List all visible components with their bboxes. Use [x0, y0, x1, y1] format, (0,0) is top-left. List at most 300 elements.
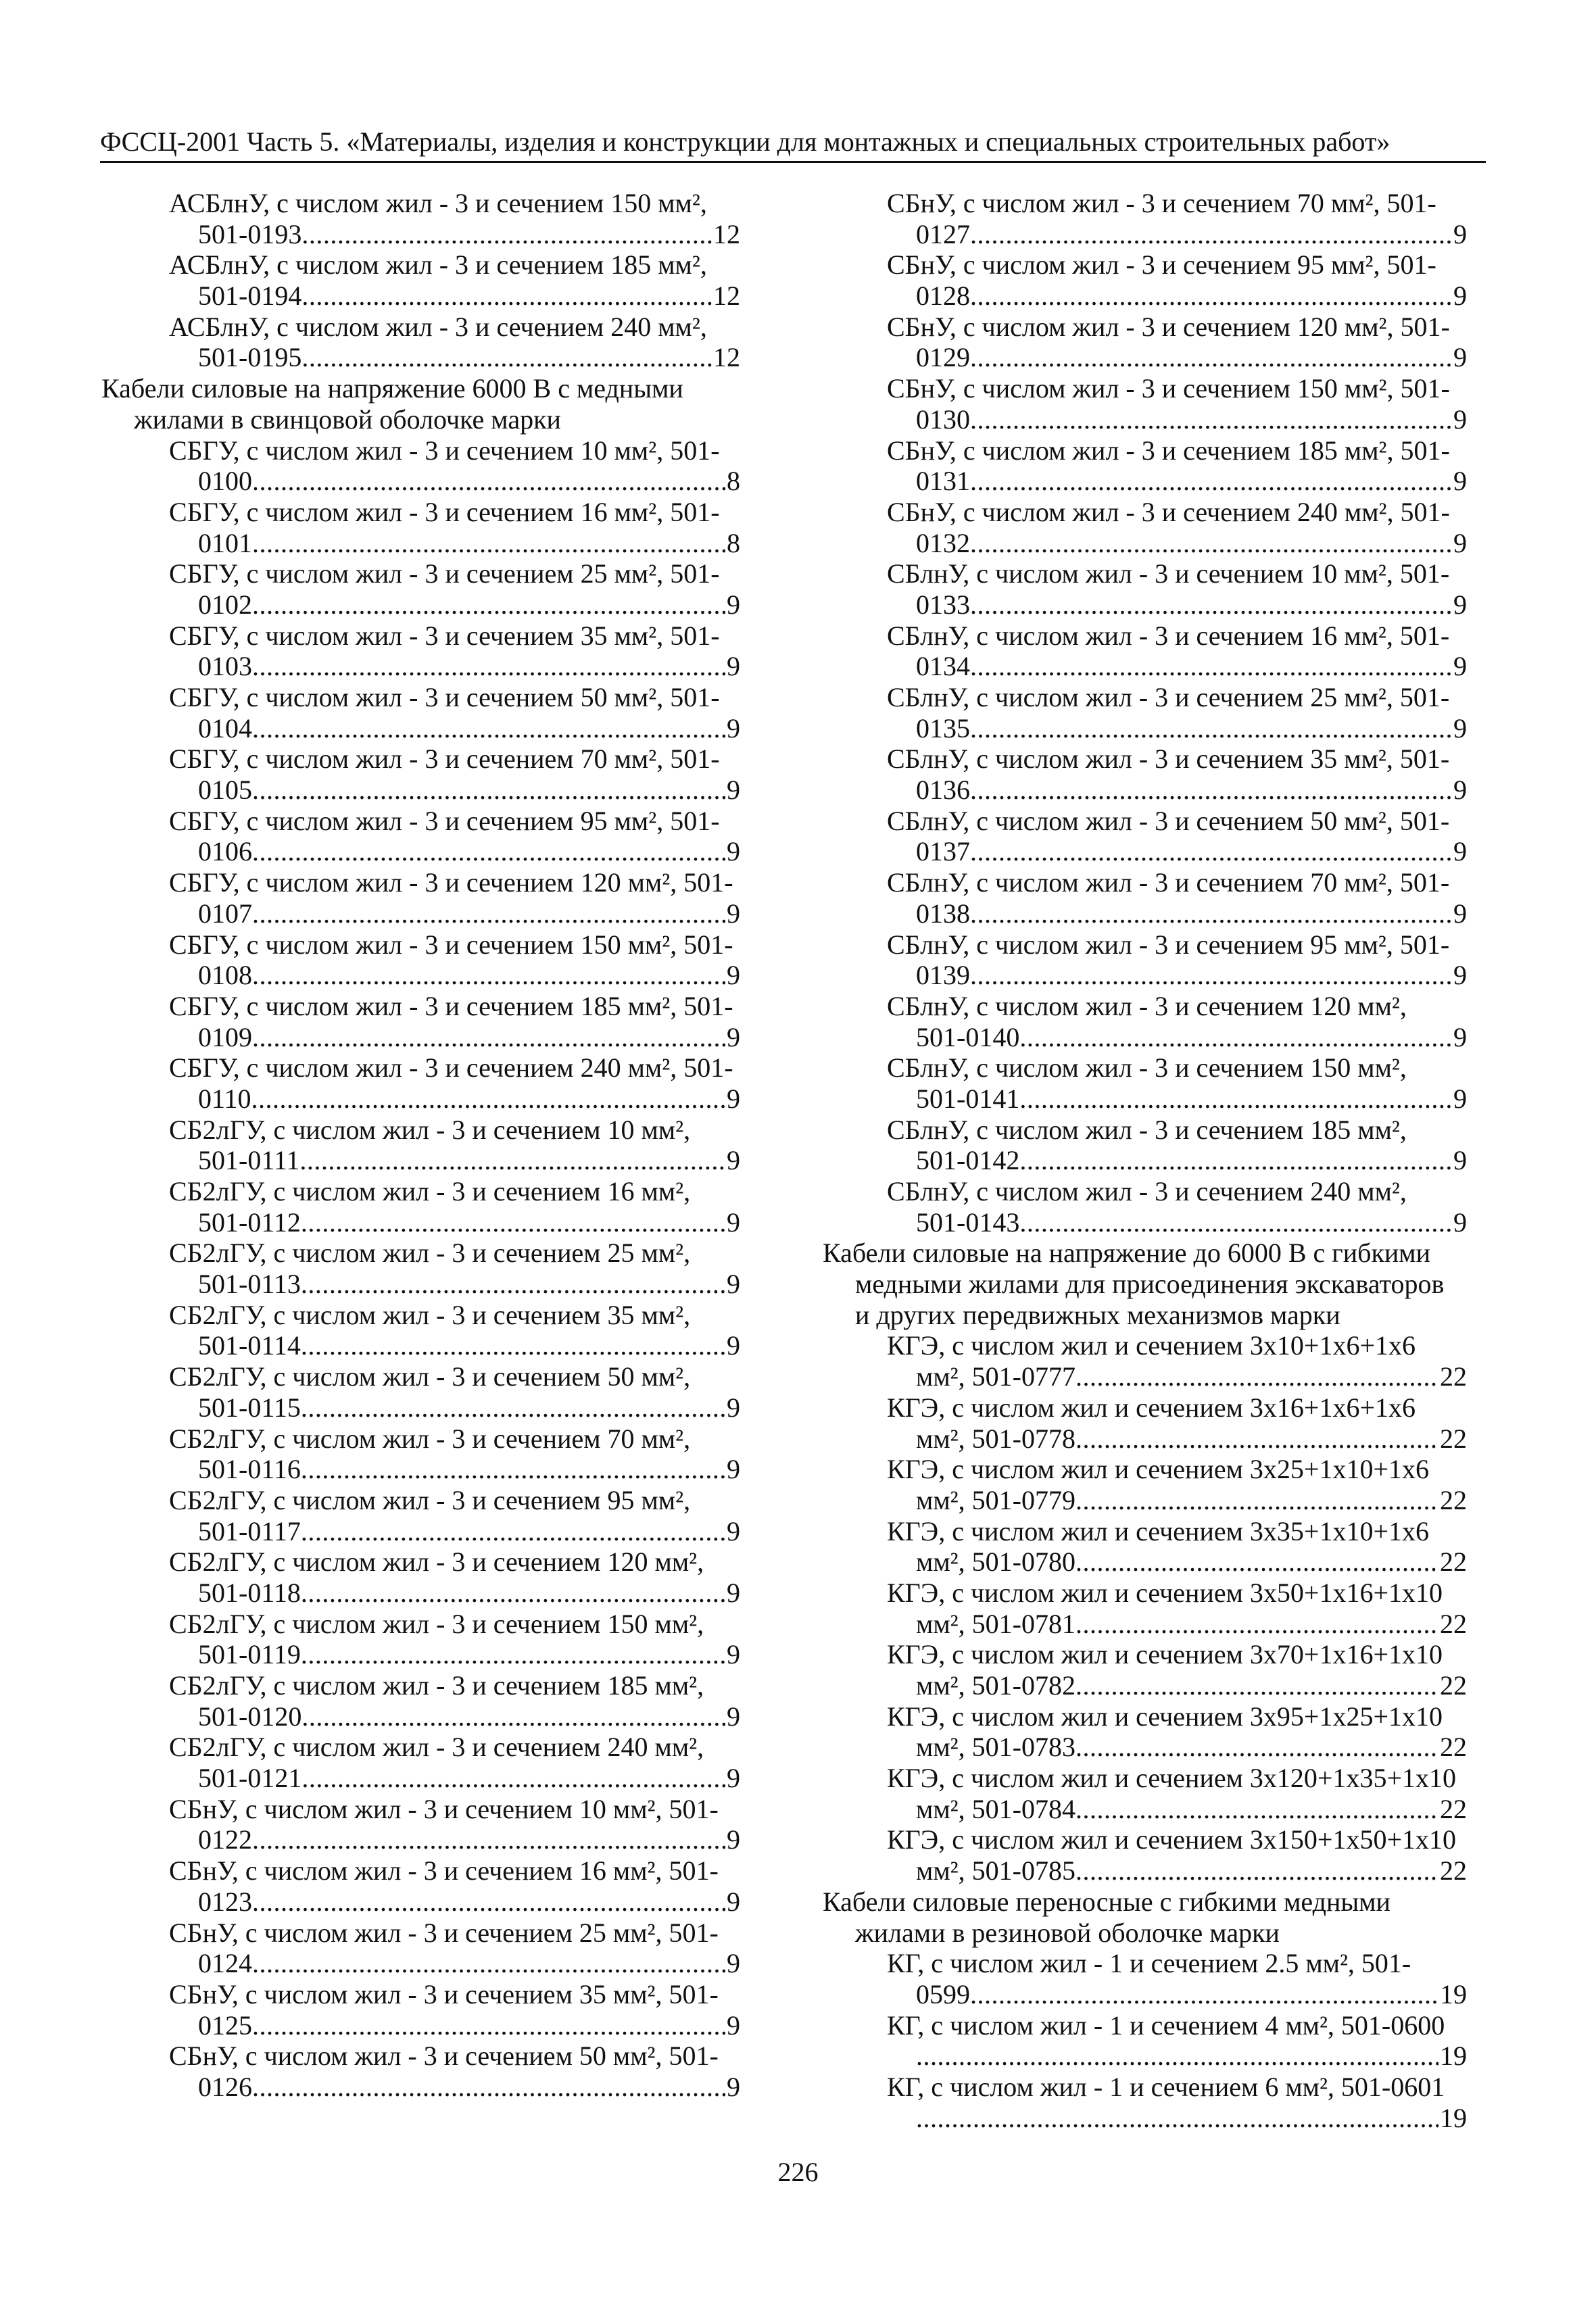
entry-code: мм², 501-0780 [916, 1546, 1075, 1578]
entry-page: 9 [727, 1639, 740, 1670]
entry-code-line [823, 1670, 1467, 1701]
entry-code: 0108 [198, 960, 252, 991]
index-entry [101, 1794, 740, 1855]
dot-leader [252, 2010, 725, 2041]
dot-leader [1019, 1083, 1452, 1115]
entry-code: 0103 [198, 651, 252, 682]
index-entry [823, 373, 1467, 435]
entry-code-line [823, 342, 1467, 373]
entry-title: СБнУ, с числом жил - 3 и сечением 240 мм², 501- [887, 496, 1450, 527]
index-entry [101, 682, 740, 744]
entry-code-line [823, 1207, 1467, 1238]
entry-code: мм², 501-0778 [916, 1423, 1075, 1454]
dot-leader [252, 1948, 725, 1979]
entry-title: СБлнУ, с числом жил - 3 и сечением 25 мм², 501- [887, 682, 1450, 712]
entry-code-line [823, 2041, 1467, 2072]
index-entry [823, 2010, 1467, 2072]
entry-code: 0134 [916, 651, 970, 682]
entry-code: 0135 [916, 712, 970, 744]
index-entry [823, 682, 1467, 744]
entry-code-line [101, 1948, 740, 1979]
entry-title: СБлнУ, с числом жил - 3 и сечением 50 мм², 501- [887, 805, 1450, 836]
index-entry [101, 867, 740, 929]
entry-title: СБГУ, с числом жил - 3 и сечением 185 мм², 501- [169, 990, 733, 1021]
entry-code: 0101 [198, 527, 252, 558]
entry-page: 9 [727, 836, 740, 867]
entry-page: 9 [727, 1701, 740, 1732]
index-entry [823, 435, 1467, 497]
entry-title: СБлнУ, с числом жил - 3 и сечением 35 мм², 501- [887, 744, 1450, 775]
dot-leader [1075, 1485, 1438, 1516]
entry-page: 9 [727, 589, 740, 620]
entry-title: СБлнУ, с числом жил - 3 и сечением 120 мм², [887, 990, 1407, 1021]
category-line: Кабели силовые переносные с гибкими медными [823, 1886, 1391, 1917]
entry-code-line [823, 466, 1467, 497]
entry-page: 9 [727, 1330, 740, 1361]
entry-title: СБ2лГУ, с числом жил - 3 и сечением 120 мм², [169, 1546, 704, 1578]
entry-page: 9 [727, 1515, 740, 1546]
entry-code: 0106 [198, 836, 252, 867]
index-entry [823, 1392, 1467, 1454]
entry-code: 501-0113 [198, 1269, 301, 1300]
dot-leader [916, 2103, 1438, 2134]
entry-code-line [823, 2103, 1467, 2134]
entry-code-line [823, 1979, 1467, 2010]
entry-title: КГЭ, с числом жил и сечением 3х95+1х25+1х10 [887, 1701, 1443, 1732]
entry-code: 0102 [198, 589, 252, 620]
entry-title: СБГУ, с числом жил - 3 и сечением 150 мм², 501- [169, 929, 733, 960]
dot-leader [301, 219, 712, 250]
index-entry [101, 1115, 740, 1176]
index-entry [101, 1300, 740, 1361]
entry-code-line [101, 589, 740, 620]
entry-code: 501-0140 [916, 1021, 1020, 1052]
index-entry [823, 1948, 1467, 2009]
index-entry [101, 2041, 740, 2102]
entry-page: 8 [727, 527, 740, 558]
entry-code-line [823, 589, 1467, 620]
category-line: медными жилами для присоединения экскаваторов [855, 1269, 1445, 1300]
entry-code-line [823, 404, 1467, 435]
index-category [823, 1886, 1467, 1948]
entry-title: СБлнУ, с числом жил - 3 и сечением 10 мм², 501- [887, 558, 1450, 589]
entry-title: СБнУ, с числом жил - 3 и сечением 70 мм², 501- [887, 188, 1436, 218]
index-entry [101, 1176, 740, 1238]
entry-code-line [101, 1639, 740, 1670]
entry-page: 12 [713, 218, 740, 249]
entry-code-line [823, 1083, 1467, 1115]
index-entry [101, 312, 740, 373]
entry-code-line [101, 1022, 740, 1053]
dot-leader [970, 219, 1452, 250]
entry-title: КГЭ, с числом жил и сечением 3х25+1х10+1х6 [887, 1454, 1430, 1485]
index-entry [823, 620, 1467, 682]
entry-code-line [823, 1609, 1467, 1640]
entry-code-line [823, 1794, 1467, 1825]
index-entry [101, 620, 740, 682]
entry-code: 0130 [916, 404, 970, 435]
index-entry [823, 991, 1467, 1052]
entry-page: 9 [1453, 466, 1467, 497]
entry-code: мм², 501-0785 [916, 1855, 1075, 1886]
entry-title: КГ, с числом жил - 1 и сечением 6 мм², 501-0601 [887, 2072, 1445, 2103]
entry-page: 9 [1453, 775, 1467, 806]
entry-code-line [101, 2010, 740, 2041]
entry-code: 0124 [198, 1948, 252, 1979]
entry-title: СБнУ, с числом жил - 3 и сечением 16 мм², 501- [169, 1855, 719, 1886]
entry-title: СБ2лГУ, с числом жил - 3 и сечением 35 мм², [169, 1299, 691, 1330]
entry-page: 22 [1440, 1484, 1467, 1515]
entry-code-line [101, 281, 740, 312]
entry-page: 9 [727, 1145, 740, 1176]
entry-code-line [823, 836, 1467, 867]
dot-leader [301, 1269, 725, 1300]
category-line: Кабели силовые на напряжение до 6000 В с гибкими [823, 1238, 1431, 1269]
entry-title: СБнУ, с числом жил - 3 и сечением 150 мм², 501- [887, 373, 1450, 404]
dot-leader [301, 1392, 725, 1423]
entry-title: АСБлнУ, с числом жил - 3 и сечением 150 мм², [169, 188, 707, 218]
dot-leader [301, 1763, 725, 1794]
entry-code: 501-0114 [198, 1330, 301, 1361]
index-entry [101, 1485, 740, 1546]
dot-leader [301, 1330, 725, 1361]
entry-code-line [101, 1886, 740, 1918]
dot-leader [301, 1639, 725, 1670]
entry-code: 0137 [916, 836, 970, 867]
entry-code: 501-0193 [198, 218, 302, 249]
entry-title: КГ, с числом жил - 1 и сечением 4 мм², 501-0600 [887, 2009, 1445, 2041]
entry-page: 22 [1440, 1855, 1467, 1886]
index-entry [823, 867, 1467, 929]
entry-title: КГЭ, с числом жил и сечением 3х120+1х35+1х10 [887, 1763, 1457, 1794]
category-line: Кабели силовые на напряжение 6000 В с медными [101, 373, 683, 404]
dot-leader [970, 898, 1452, 929]
dot-leader [1075, 1423, 1438, 1455]
dot-leader [970, 281, 1452, 312]
dot-leader [1019, 1207, 1452, 1238]
entry-page: 9 [1453, 1021, 1467, 1052]
dot-leader [301, 1454, 725, 1485]
entry-code: 501-0118 [198, 1577, 301, 1608]
index-entry [101, 497, 740, 558]
entry-code-line [823, 528, 1467, 559]
entry-code-line [101, 960, 740, 991]
entry-title: СБ2лГУ, с числом жил - 3 и сечением 50 мм², [169, 1361, 691, 1392]
entry-page: 9 [727, 1577, 740, 1608]
entry-code-line [101, 528, 740, 559]
entry-code-line [823, 1423, 1467, 1455]
entry-code: 0123 [198, 1886, 252, 1917]
entry-page: 9 [1453, 527, 1467, 558]
entry-code: 0107 [198, 898, 252, 929]
entry-page: 9 [727, 2071, 740, 2102]
entry-page: 8 [727, 466, 740, 497]
entry-title: АСБлнУ, с числом жил - 3 и сечением 240 мм², [169, 311, 707, 342]
entry-code: 0133 [916, 589, 970, 620]
dot-leader [252, 1022, 725, 1053]
index-entry [101, 1423, 740, 1485]
entry-code: 501-0120 [198, 1701, 302, 1732]
entry-title: СБГУ, с числом жил - 3 и сечением 50 мм², 501- [169, 682, 720, 713]
dot-leader [301, 1207, 725, 1238]
entry-code-line [101, 1516, 740, 1547]
dot-leader [1075, 1794, 1438, 1825]
entry-code-line [101, 1269, 740, 1300]
dot-leader [252, 960, 725, 991]
index-entry [823, 1824, 1467, 1886]
entry-page: 22 [1440, 1670, 1467, 1701]
entry-title: СБГУ, с числом жил - 3 и сечением 240 мм², 501- [169, 1052, 733, 1083]
entry-title: СБ2лГУ, с числом жил - 3 и сечением 185 мм², [169, 1670, 704, 1701]
entry-page: 9 [1453, 651, 1467, 682]
dot-leader [252, 2072, 725, 2103]
entry-title: СБнУ, с числом жил - 3 и сечением 10 мм², 501- [169, 1793, 719, 1824]
dot-leader [301, 1516, 725, 1547]
dot-leader [299, 1145, 725, 1176]
dot-leader [252, 528, 725, 559]
entry-code-line [823, 651, 1467, 682]
dot-leader [252, 589, 725, 620]
index-entry [823, 1052, 1467, 1114]
dot-leader [970, 713, 1452, 744]
entry-code: 501-0116 [198, 1454, 301, 1485]
entry-code: 501-0119 [198, 1639, 301, 1670]
entry-code: 501-0195 [198, 342, 302, 373]
entry-title: АСБлнУ, с числом жил - 3 и сечением 185 мм², [169, 249, 707, 281]
entry-page: 9 [1453, 836, 1467, 867]
index-entry [823, 806, 1467, 867]
dot-leader [252, 1886, 725, 1918]
entry-page: 9 [727, 1454, 740, 1485]
entry-code: 0104 [198, 712, 252, 744]
entry-page: 22 [1440, 1546, 1467, 1578]
page-number: 226 [777, 2157, 819, 2187]
dot-leader [1019, 1022, 1452, 1053]
entry-title: СБнУ, с числом жил - 3 и сечением 35 мм², 501- [169, 1978, 719, 2009]
entry-code-line [823, 775, 1467, 806]
dot-leader [252, 713, 725, 744]
entry-code: 501-0194 [198, 281, 302, 312]
entry-page: 9 [1453, 404, 1467, 435]
dot-leader [970, 466, 1452, 497]
entry-code: 501-0112 [198, 1207, 301, 1238]
entry-page: 9 [1453, 1145, 1467, 1176]
page-header: ФССЦ-2001 Часть 5. «Материалы, изделия и конструкции для монтажных и специальных строительных работ» [100, 126, 1486, 163]
index-entry [101, 929, 740, 991]
entry-code: 501-0142 [916, 1145, 1020, 1176]
index-entry [101, 744, 740, 805]
entry-code-line [823, 960, 1467, 991]
entry-code-line [823, 1485, 1467, 1516]
index-entry [101, 1918, 740, 1979]
entry-title: СБлнУ, с числом жил - 3 и сечением 70 мм², 501- [887, 867, 1450, 898]
entry-code-line [101, 2072, 740, 2103]
dot-leader [970, 342, 1452, 373]
index-entry [101, 1855, 740, 1917]
entry-code-line [101, 1330, 740, 1361]
index-entry [101, 1238, 740, 1299]
entry-page: 9 [1453, 898, 1467, 929]
dot-leader [970, 528, 1452, 559]
index-entry [823, 1176, 1467, 1238]
index-entry [823, 558, 1467, 620]
entry-title: КГЭ, с числом жил и сечением 3х50+1х16+1х10 [887, 1577, 1443, 1608]
entry-code: 0131 [916, 466, 970, 497]
entry-title: СБГУ, с числом жил - 3 и сечением 10 мм², 501- [169, 435, 720, 466]
category-line: и других передвижных механизмов марки [855, 1299, 1340, 1330]
dot-leader [251, 1083, 725, 1115]
entry-code: 0125 [198, 2009, 252, 2041]
entry-code: 501-0115 [198, 1392, 301, 1423]
index-entry [101, 991, 740, 1052]
entry-code: 0105 [198, 775, 252, 806]
entry-title: СБ2лГУ, с числом жил - 3 и сечением 25 мм², [169, 1238, 691, 1269]
entry-title: СБлнУ, с числом жил - 3 и сечением 95 мм², 501- [887, 929, 1450, 960]
entry-title: СБлнУ, с числом жил - 3 и сечением 150 мм², [887, 1052, 1407, 1083]
index-entry [101, 1361, 740, 1423]
entry-title: СБ2лГУ, с числом жил - 3 и сечением 16 мм², [169, 1176, 691, 1207]
dot-leader [1075, 1546, 1438, 1578]
entry-code: 0100 [198, 466, 252, 497]
entry-page: 9 [1453, 1083, 1467, 1114]
entry-page: 9 [727, 1948, 740, 1979]
entry-code-line [101, 1392, 740, 1423]
entry-code: 0139 [916, 960, 970, 991]
entry-page: 9 [727, 1824, 740, 1855]
entry-title: СБГУ, с числом жил - 3 и сечением 25 мм², 501- [169, 558, 720, 589]
entry-code: 0110 [198, 1083, 251, 1114]
entry-page: 9 [727, 1269, 740, 1300]
dot-leader [301, 281, 712, 312]
entry-title: СБнУ, с числом жил - 3 и сечением 95 мм², 501- [887, 249, 1436, 281]
dot-leader [252, 466, 725, 497]
entry-code-line [101, 1763, 740, 1794]
dot-leader [916, 2041, 1438, 2072]
entry-page: 9 [727, 1021, 740, 1052]
entry-page: 9 [727, 1763, 740, 1794]
dot-leader [970, 651, 1452, 682]
dot-leader [301, 342, 712, 373]
entry-code: мм², 501-0783 [916, 1732, 1075, 1763]
entry-code: мм², 501-0781 [916, 1608, 1075, 1639]
entry-code: 0136 [916, 775, 970, 806]
index-entry [823, 188, 1467, 249]
entry-code: мм², 501-0782 [916, 1670, 1075, 1701]
entry-code: 501-0121 [198, 1763, 302, 1794]
entry-code-line [823, 1855, 1467, 1886]
entry-title: КГЭ, с числом жил и сечением 3х35+1х10+1х6 [887, 1515, 1430, 1546]
entry-code-line [101, 1701, 740, 1732]
entry-page: 19 [1440, 2102, 1467, 2133]
entry-page: 9 [727, 898, 740, 929]
entry-code: 0128 [916, 281, 970, 312]
entry-page: 22 [1440, 1793, 1467, 1824]
index-entry [101, 1732, 740, 1793]
entry-title: СБ2лГУ, с числом жил - 3 и сечением 240 мм², [169, 1732, 704, 1763]
entry-code: 0109 [198, 1021, 252, 1052]
index-entry [823, 1516, 1467, 1578]
entry-page: 12 [713, 281, 740, 312]
entry-code-line [823, 898, 1467, 929]
entry-page: 22 [1440, 1732, 1467, 1763]
entry-code-line [101, 1145, 740, 1176]
index-entry [823, 2072, 1467, 2133]
entry-code-line [823, 281, 1467, 312]
dot-leader [970, 960, 1452, 991]
entry-page: 22 [1440, 1423, 1467, 1454]
entry-page: 12 [713, 342, 740, 373]
entry-page: 9 [1453, 218, 1467, 249]
dot-leader [1075, 1855, 1438, 1886]
entry-title: СБГУ, с числом жил - 3 и сечением 35 мм², 501- [169, 620, 720, 651]
entry-page: 9 [1453, 589, 1467, 620]
entry-title: СБлнУ, с числом жил - 3 и сечением 240 мм², [887, 1176, 1407, 1207]
dot-leader [1075, 1732, 1438, 1763]
entry-code-line [101, 898, 740, 929]
entry-code: 501-0111 [198, 1145, 300, 1176]
index-entry [101, 1052, 740, 1114]
index-entry [101, 1546, 740, 1608]
entry-page: 9 [727, 960, 740, 991]
entry-title: КГЭ, с числом жил и сечением 3х16+1х6+1х6 [887, 1392, 1416, 1423]
entry-page: 19 [1440, 1978, 1467, 2009]
entry-title: СБ2лГУ, с числом жил - 3 и сечением 10 мм², [169, 1114, 691, 1145]
entry-title: КГЭ, с числом жил и сечением 3х10+1х6+1х6 [887, 1330, 1416, 1361]
entry-page: 9 [727, 775, 740, 806]
index-entry [823, 1330, 1467, 1392]
entry-code-line [823, 1546, 1467, 1578]
entry-code-line [101, 836, 740, 867]
entry-code-line [823, 713, 1467, 744]
index-entry [823, 1578, 1467, 1639]
index-entry [101, 188, 740, 249]
index-column-left [101, 188, 740, 2103]
entry-title: СБ2лГУ, с числом жил - 3 и сечением 70 мм², [169, 1423, 691, 1454]
entry-code: 501-0143 [916, 1207, 1020, 1238]
entry-code: 501-0141 [916, 1083, 1020, 1114]
entry-title: СБнУ, с числом жил - 3 и сечением 120 мм², 501- [887, 311, 1450, 342]
category-line: жилами в резиновой оболочке марки [855, 1917, 1280, 1948]
entry-page: 22 [1440, 1608, 1467, 1639]
entry-code: 0122 [198, 1824, 252, 1855]
dot-leader [970, 775, 1452, 806]
dot-leader [1019, 1145, 1452, 1176]
entry-code-line [101, 1824, 740, 1855]
entry-page: 9 [1453, 342, 1467, 373]
entry-code: 0138 [916, 898, 970, 929]
dot-leader [970, 589, 1452, 620]
index-entry [823, 1639, 1467, 1701]
index-entry [823, 497, 1467, 558]
dot-leader [970, 404, 1452, 435]
entry-code-line [101, 1083, 740, 1115]
entry-page: 19 [1440, 2041, 1467, 2072]
index-entry [823, 929, 1467, 991]
index-entry [823, 1115, 1467, 1176]
entry-code: мм², 501-0777 [916, 1361, 1075, 1392]
entry-page: 9 [1453, 281, 1467, 312]
dot-leader [970, 836, 1452, 867]
dot-leader [252, 836, 725, 867]
dot-leader [252, 1824, 725, 1855]
index-category [823, 1238, 1467, 1330]
entry-title: СБГУ, с числом жил - 3 и сечением 16 мм², 501- [169, 496, 720, 527]
entry-code: мм², 501-0784 [916, 1793, 1075, 1824]
entry-code-line [823, 1145, 1467, 1176]
entry-title: СБГУ, с числом жил - 3 и сечением 70 мм², 501- [169, 744, 720, 775]
entry-title: КГЭ, с числом жил и сечением 3х150+1х50+1х10 [887, 1824, 1457, 1855]
entry-code-line [101, 651, 740, 682]
